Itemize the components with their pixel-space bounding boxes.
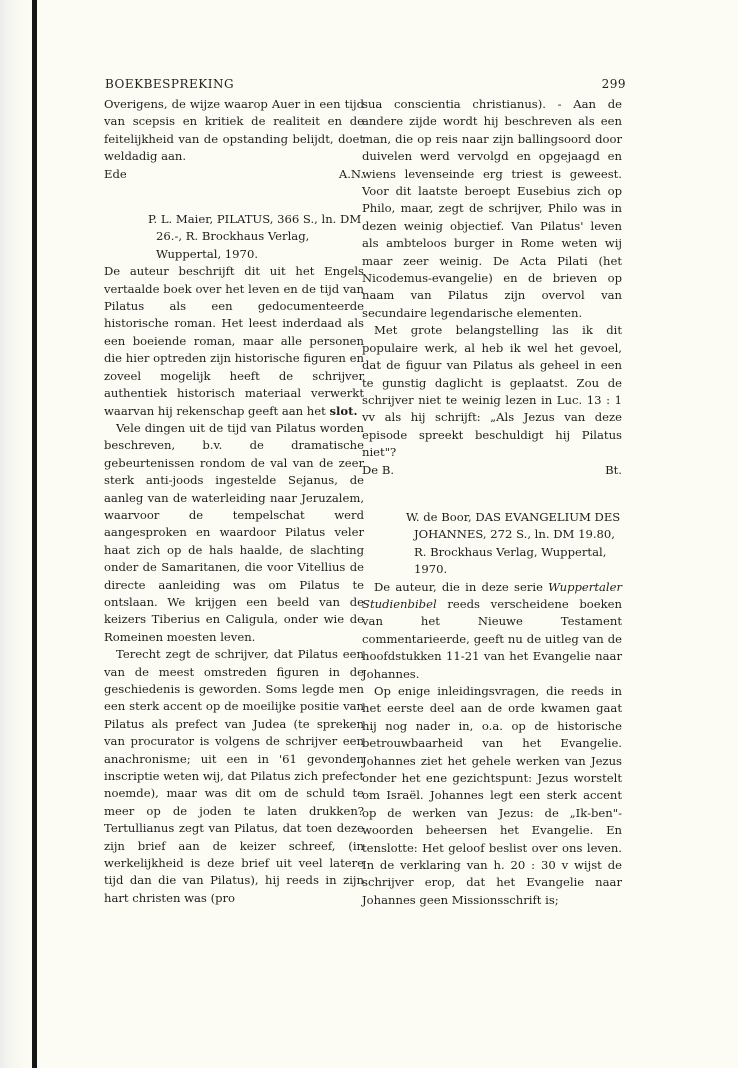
- signature-initials: Bt.: [605, 462, 622, 477]
- signature-initials: A.N.: [338, 166, 364, 181]
- right-column: [362, 96, 622, 909]
- running-title: BOEKBESPREKING: [105, 77, 235, 91]
- running-header: [105, 77, 626, 91]
- book-reference-pilatus: P. L. Maier, PILATUS, 366 S., ln. DM 26.-, R. Brockhaus Verlag, Wuppertal, 1970.: [148, 212, 362, 261]
- binding-shadow: [0, 0, 30, 1068]
- page-edge: [32, 0, 37, 1068]
- signature-line: [362, 462, 622, 479]
- left-column: [104, 96, 364, 907]
- review-paragraph: Met grote belangstelling las ik dit populaire werk, al heb ik wel het gevoel, dat de figuur van Pilatus als geheel in een te gunstig daglicht is geplaatst. Zou de schrijver niet te weinig lezen in Luc. 13 : 1 vv als hij schrijft: „Als Jezus van deze episode spreekt beschuldigt hij Pilatus niet"?: [362, 323, 622, 460]
- review-paragraph: [104, 263, 364, 420]
- review-paragraph-text: De auteur, die in deze serie: [374, 579, 543, 594]
- review-paragraph: sua conscientia christianus). - Aan de andere zijde wordt hij beschreven als een man, die op reis naar zijn ballingsoord door duivelen werd vervolgd en opgejaagd en wiens levenseinde erg triest is geweest. Voor dit laatste beroept Eusebius zich op Philo, maar, zegt de schrijver, Philo was in dezen weinig objectief. Van Pilatus' leven als ambteloos burger in Rome weten wij maar zeer weinig. De Acta Pilati (het Nicodemus-evangelie) en de brieven op naam van Pilatus zijn overvol van secundaire legendarische elementen.: [362, 97, 622, 320]
- signature-place: De B.: [362, 462, 395, 477]
- signature-line: [104, 166, 364, 183]
- series-title: Wuppertaler Studienbibel: [362, 579, 623, 611]
- book-reference-evangelium: W. de Boor, DAS EVANGELIUM DES JOHANNES, 272 S., ln. DM 19.80, R. Brockhaus Verlag, Wuppertal, 1970.: [406, 509, 621, 577]
- closing-paragraph: Overigens, de wijze waarop Auer in een tijd van scepsis en kritiek de realiteit en de feitelijkheid van de opstanding belijdt, doet weldadig aan.: [104, 97, 364, 164]
- review-paragraph: Vele dingen uit de tijd van Pilatus worden beschreven, b.v. de dramatische gebeurtenissen rondom de val van de zeer sterk anti-joods ingestelde Sejanus, de aanleg van de waterleiding naar Jeruzalem, waarvoor de tempelschat werd aangesproken en waardoor Pilatus veler haat zich op de hals haalde, de slachting onder de Samaritanen, die voor Vitellius de directe aanleiding was om Pilatus te ontslaan. We krijgen een beeld van de keizers Tiberius en Caligula, onder wie de Romeinen moesten leven.: [104, 420, 364, 644]
- review-paragraph: [362, 579, 622, 683]
- review-paragraph: Op enige inleidingsvragen, die reeds in het eerste deel aan de orde kwamen gaat hij nog nader in, o.a. op de historische betrouwbaarheid van het Evangelie. Johannes ziet het gehele werken van Jezus onder het ene gezichtspunt: Jezus worstelt om Israël. Johannes legt een sterk accent op de werken van Jezus: de „Ik-ben"-woorden beheersen het Evangelie. En tenslotte: Het geloof beslist over ons leven. In de verklaring van h. 20 : 30 v wijst de schrijver erop, dat het Evangelie naar Johannes geen Missionsschrift is;: [362, 684, 622, 907]
- review-paragraph: Terecht zegt de schrijver, dat Pilatus een van de meest omstreden figuren in de geschiedenis is geworden. Soms legde men een sterk accent op de moeilijke positie van Pilatus als prefect van Judea (te spreken van procurator is volgens de schrijver een anachronisme; uit een in '61 gevonden inscriptie weten wij, dat Pilatus zich prefect noemde), maar was dit om de schuld te meer op de joden te laten drukken? Tertullianus zegt van Pilatus, dat toen deze zijn brief aan de keizer schreef, (in werkelijkheid is deze brief uit veel latere tijd dan die van Pilatus), hij reeds in zijn hart christen was (pro: [104, 647, 364, 905]
- signature-place: Ede: [104, 166, 127, 181]
- review-paragraph-text: reeds verscheidene boeken van het Nieuwe Testament commentarieerde, geeft nu de uitleg van de hoofdstukken 11-21 van het Evangelie naar Johannes.: [362, 596, 622, 681]
- review-paragraph-bold: slot.: [329, 403, 358, 418]
- page-number: 299: [601, 77, 626, 91]
- review-paragraph-text: De auteur beschrijft dit uit het Engels vertaalde boek over het leven en de tijd van Pilatus als een gedocumenteerde historische roman. Het leest inderdaad als een boeiende roman, maar alle personen die hier optreden zijn historische figuren en zoveel mogelijk heeft de schrijver authentiek historisch materiaal verwerkt waarvan hij rekenschap geeft aan het: [104, 264, 364, 418]
